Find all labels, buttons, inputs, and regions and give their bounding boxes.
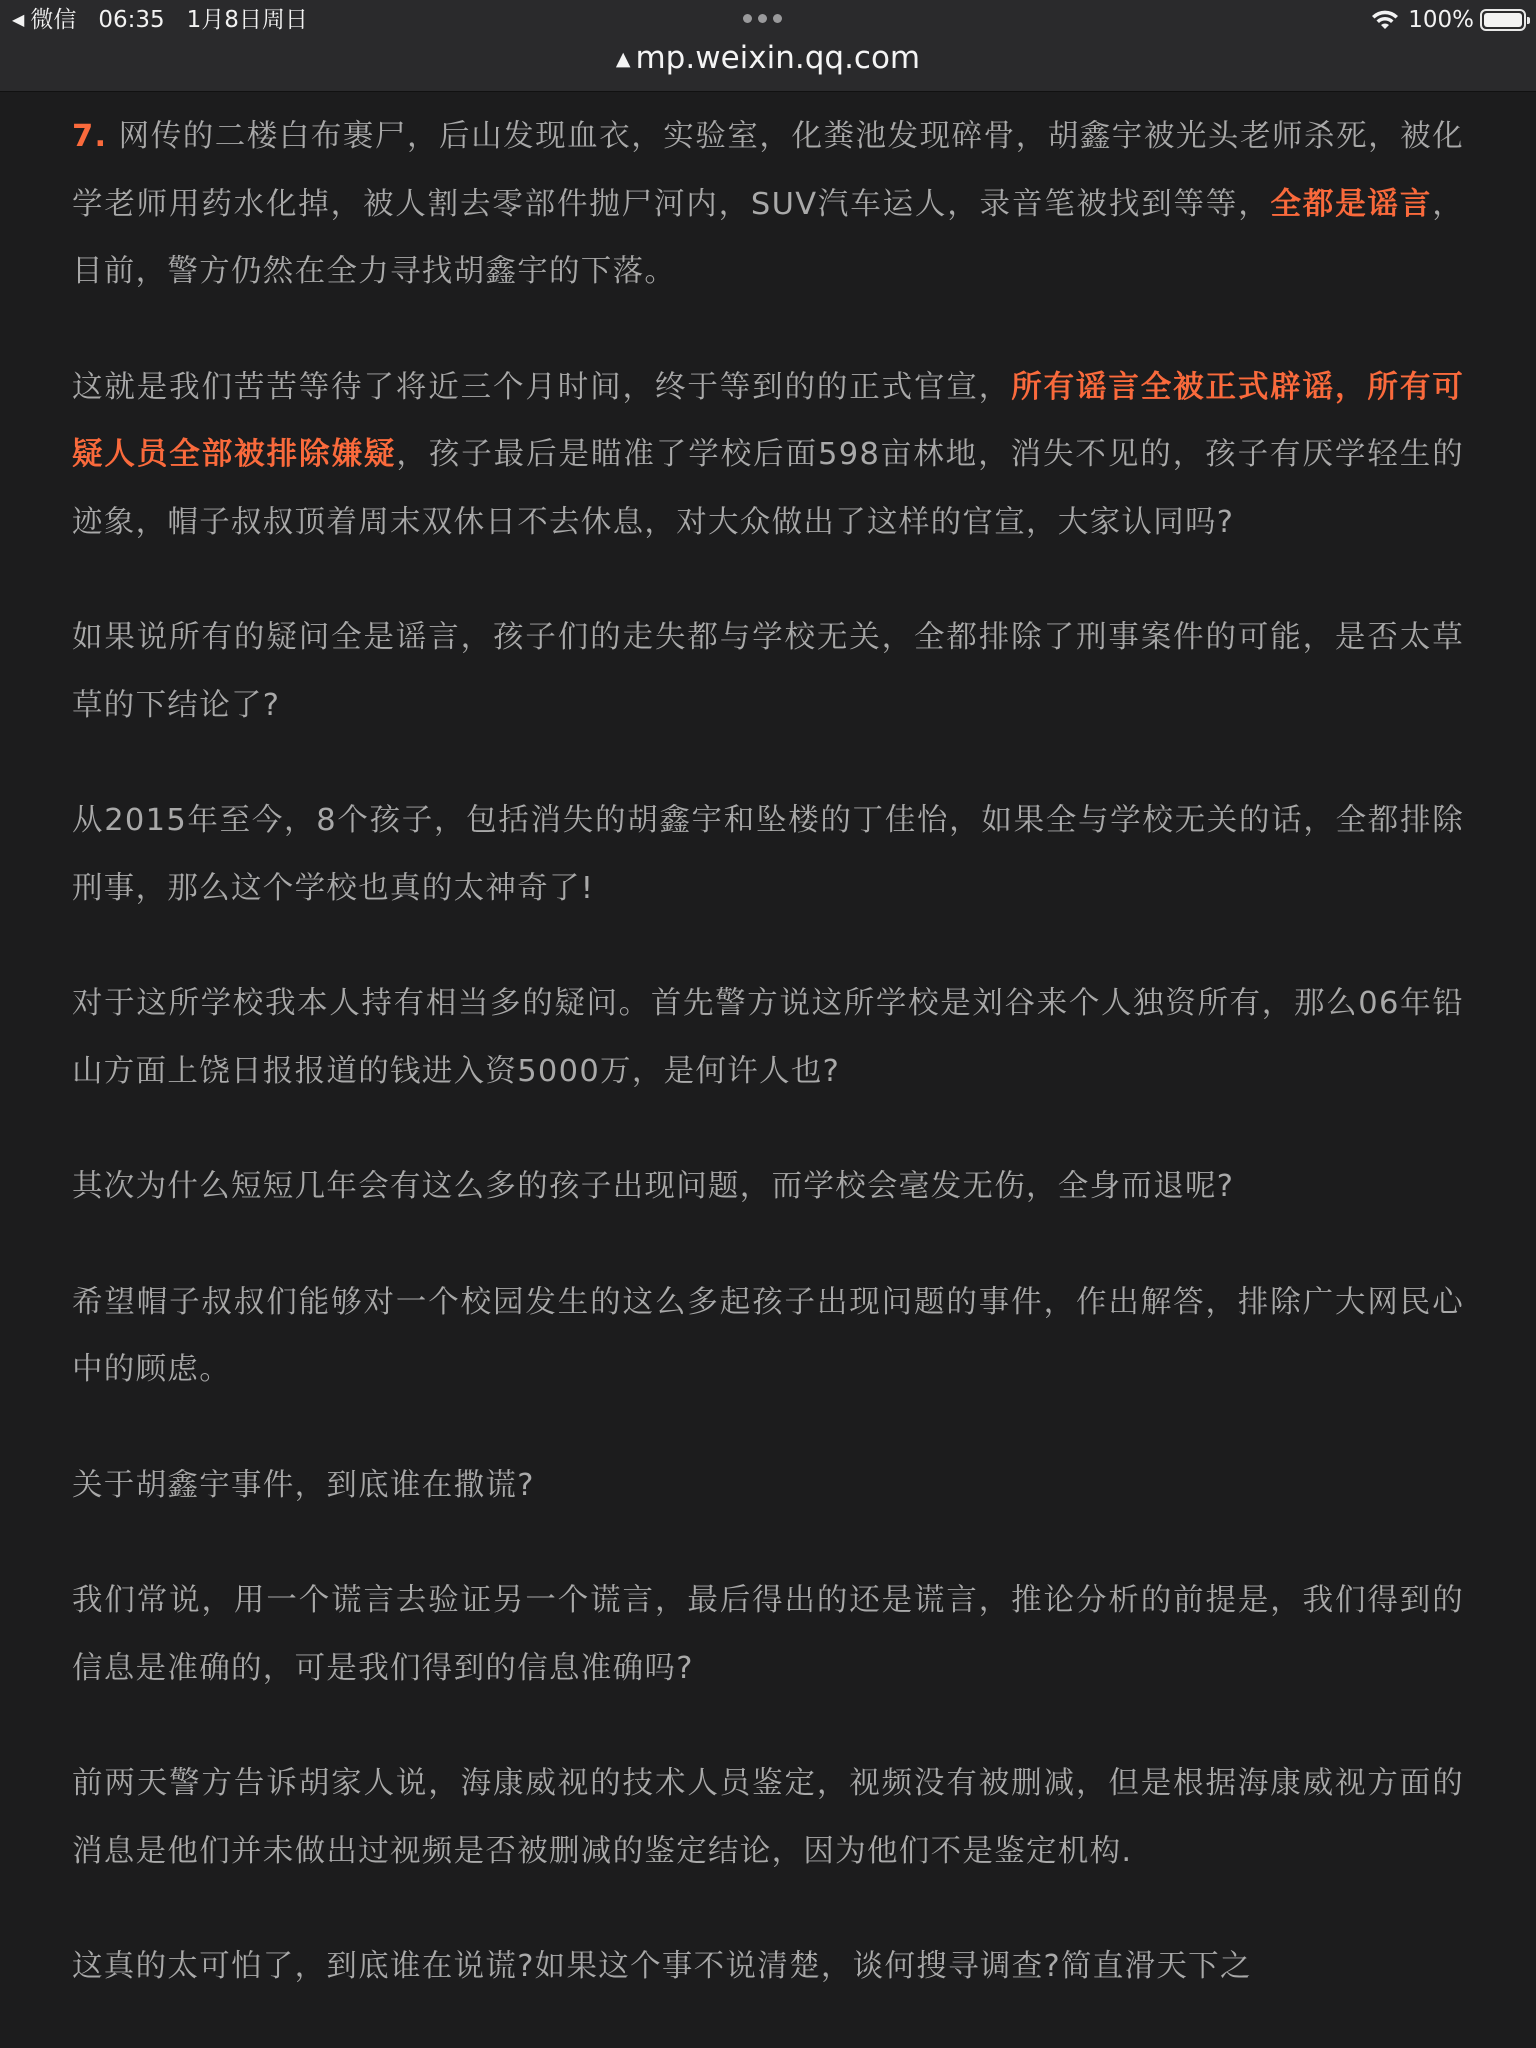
url-bar[interactable] [0, 36, 1536, 81]
status-bar [0, 0, 1536, 92]
paragraph-text: ，目前，警方仍然在全力寻找胡鑫宇的下落。 [72, 186, 1464, 289]
wifi-icon [1370, 9, 1400, 31]
lock-icon: ▲ [615, 48, 631, 70]
url-text: mp.weixin.qq.com [635, 40, 921, 76]
paragraph: 从2015年至今，8个孩子，包括消失的胡鑫宇和坠楼的丁佳怡，如果全与学校无关的话，全都排除刑事，那么这个学校也真的太神奇了! [72, 803, 1464, 906]
paragraph-rumors [72, 103, 1464, 306]
status-left [12, 6, 308, 34]
back-to-app-link[interactable]: 微信 [30, 7, 77, 33]
paragraph-text: 这就是我们苦苦等待了将近三个月时间，终于等到的的正式官宣， [72, 369, 1012, 405]
paragraph-text: 网传的二楼白布裹尸，后山发现血衣，实验室，化粪池发现碎骨，胡鑫宇被光头老师杀死，被化学老师用药水化掉，被人割去零部件抛尸河内，SUV汽车运人，录音笔被找到等等， [72, 119, 1464, 222]
highlight-text: 全都是谣言 [1270, 186, 1433, 222]
battery-icon [1480, 9, 1526, 31]
article-body [72, 103, 1464, 2048]
status-date: 1月8日周日 [186, 7, 308, 33]
battery-percent: 100% [1408, 7, 1474, 33]
back-arrow-icon[interactable]: ◀ [12, 10, 25, 29]
paragraph-official-statement [72, 354, 1464, 557]
dot-icon [773, 14, 782, 23]
paragraph: 其次为什么短短几年会有这么多的孩子出现问题，而学校会毫发无伤，全身而退呢? [72, 1169, 1235, 1204]
dot-icon [743, 14, 752, 23]
paragraph: 对于这所学校我本人持有相当多的疑问。首先警方说这所学校是刘谷来个人独资所有，那么06年铅山方面上饶日报报道的钱进入资5000万，是何许人也? [72, 986, 1464, 1089]
multitasking-dots-icon[interactable] [743, 14, 782, 23]
list-number: 7. [72, 119, 108, 154]
paragraph: 我们常说，用一个谎言去验证另一个谎言，最后得出的还是谎言，推论分析的前提是，我们得到的信息是准确的，可是我们得到的信息准确吗? [72, 1583, 1464, 1686]
paragraph-text: ，孩子最后是瞄准了学校后面598亩林地，消失不见的，孩子有厌学轻生的迹象，帽子叔叔顶着周末双休日不去休息，对大众做出了这样的官宣，大家认同吗? [72, 437, 1465, 540]
dot-icon [758, 14, 767, 23]
paragraph: 这真的太可怕了，到底谁在说谎?如果这个事不说清楚，谈何搜寻调查?简直滑天下之 [72, 1949, 1252, 1984]
paragraph: 如果说所有的疑问全是谣言，孩子们的走失都与学校无关，全都排除了刑事案件的可能，是否太草草的下结论了? [72, 620, 1464, 723]
paragraph: 关于胡鑫宇事件，到底谁在撒谎? [72, 1467, 535, 1503]
paragraph: 希望帽子叔叔们能够对一个校园发生的这么多起孩子出现问题的事件，作出解答，排除广大网民心中的顾虑。 [72, 1284, 1464, 1387]
battery-fill [1484, 13, 1522, 27]
status-right [1370, 6, 1526, 34]
paragraph: 前两天警方告诉胡家人说，海康威视的技术人员鉴定，视频没有被删减，但是根据海康威视方面的消息是他们并未做出过视频是否被删减的鉴定结论，因为他们不是鉴定机构. [72, 1766, 1464, 1869]
highlight-text: 所有谣言全被正式辟谣，所有可疑人员全部被排除嫌疑 [72, 369, 1464, 472]
status-time: 06:35 [98, 7, 165, 33]
